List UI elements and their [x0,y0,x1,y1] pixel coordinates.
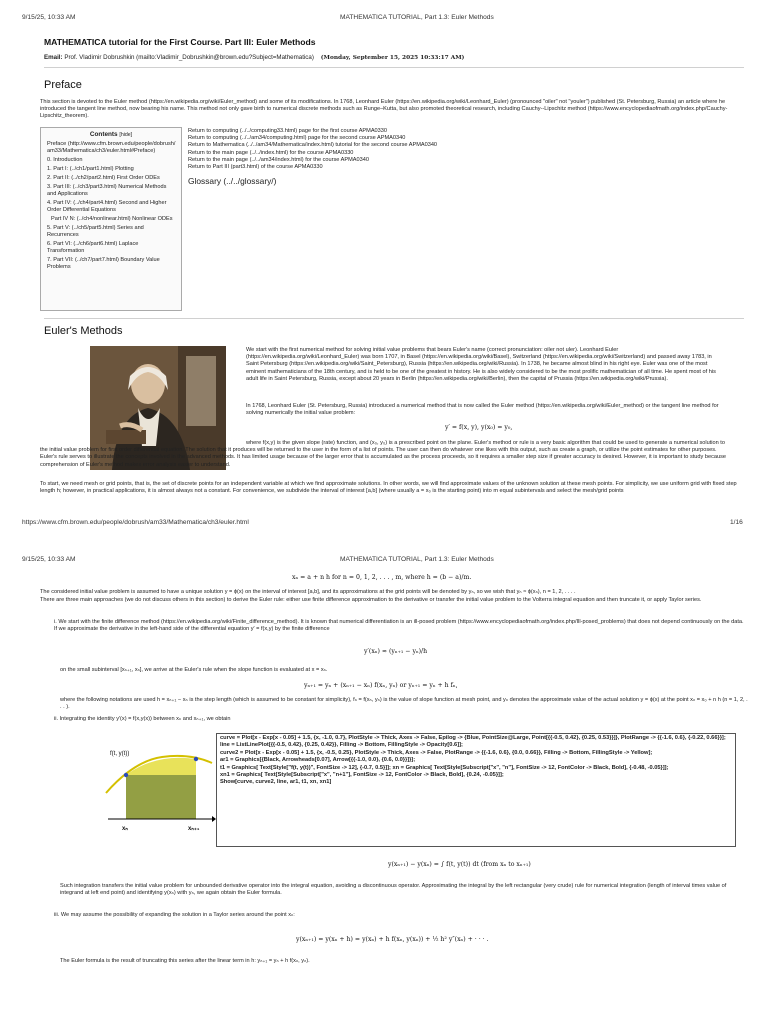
toc-item-part2[interactable]: 2. Part II: (../ch2/part2.html) First Order ODEs [47,175,160,181]
toc-item-part4n[interactable]: Part IV N: (../ch4/nonlinear.html) Nonlinear ODEs [51,216,173,222]
taylor-equation: y(xₙ₊₁) = y(xₙ + h) = y(xₙ) + h f(xₙ, y(xₙ)) + ½ h² y″(xₙ) + · · · . [296,936,489,943]
finite-difference-equation: y′(xₙ) ≈ (yₙ₊₁ − yₙ)/h [364,648,428,655]
toc-item-part4[interactable]: 4. Part IV: (../ch4/part4.html) Second and Higher Order Differential Equations [47,200,167,213]
ivp-equation: y′ = f(x, y), y(x₀) = y₀, [445,424,513,431]
mathematica-code-block [216,733,736,847]
divider [44,318,744,319]
euler-paragraph-4: To start, we need mesh or grid points, that is, the set of discrete points for an independent variable at which we find approximate solutions. In other words, we will find approximate values of the unknown solution at these mesh points. For simplicity, we use uniform grid with fixed step length h; however, in practical applications, it is almost always not a constant. For convenience, we subdivide the interval of interest [a,b] (where usually a = x₀ is the starting point) into m equal subintervals and select the mesh/grid points [40,481,737,495]
print-header-title: MATHEMATICA TUTORIAL, Part 1.3: Euler Methods [340,14,494,21]
item-taylor-b: The Euler formula is the result of truncating this series after the linear term in h: yₙ₊₁ = yₙ + h f(xₙ, yₙ). [60,958,310,964]
return-link-5[interactable]: Return to the main page (../../am34/index.html) for the course APMA0340 [188,156,369,163]
code-line: ar1 = Graphics[{Black, Arrowheads[0.07], Arrow[{{-1.0, 0.0}, {0.6, 0.0}}]}]; [220,757,416,764]
toc-list [41,141,181,271]
code-line: Show[curve, curve2, line, ar1, t1, xn, xn1] [220,779,332,786]
point-xn [124,773,128,777]
return-link-3[interactable]: Return to Mathematica (../../am34/Mathematica/index.html) tutorial for the second course APMA0340 [188,142,438,149]
preface-heading: Preface [44,79,82,91]
code-line: t1 = Graphics[ Text[Style["f(t, y(t))", FontSize -> 12], {-0.7, 0.5}]]; xn = Graphics[ Text[Style[Subscript["x", "n"], FontSize -> 12, FontColor -> Black, Bold], {-0.48, -0.05}]]; [220,764,669,771]
code-line: curve = Plot[x - Exp[x - 0.05] + 1.5, {x, -1.0, 0.7}, PlotStyle -> Thick, Axes -> False, Epilog -> {Blue, PointSize@Large, Point[{{-0.5, 0.42}, {0.25, 0.53}}]}, PlotRange -> {{-1.6, 0.6}, {-0.22, 0.66}}]; [220,735,726,741]
toc-item-preface[interactable]: Preface (http://www.cfm.brown.edu/people/dobrush/am33/Mathematica/ch3/euler.html#Preface) [47,141,176,154]
item-finite-difference-b: on the small subinterval [xₙ₊₁, xₙ], we arrive at the Euler's rule when the slope function is evaluated at x = xₙ. [60,667,328,673]
euler-paragraph-3: where f(x,y) is the given slope (rate) function, and (x₀, y₀) is a prescribed point on the plane. Euler's method or rule is a very basic algorithm that could be used to generate a numerical solution to the initial value problem for first order differential equation. The solution that it produces will be returned to the user in the form of a list of points. The user can then do whatever one likes with this output, such as create a graph, or utilize the point estimates for other purposes. Euler's rule serves to illustrate the concepts involved in the advanced methods. It has limited usage because of the larger error that is accumulated as the process proceeds, so it requires a smaller step size if greater accuracy is desired. However, it is important to study because comprehension of Euler's method makes error analysis easier to understand. [40,440,727,468]
integral-equation: y(xₙ₊₁) − y(xₙ) = ∫ f(t, y(t)) dt (from xₙ to xₙ₊₁) [388,861,531,868]
divider [44,67,744,68]
code-line: xn1 = Graphics[ Text[Style[Subscript["x", "n+1"], FontSize -> 12, FontColor -> Black, Bold], {0.24, -0.05}]]; [220,772,504,779]
return-link-2[interactable]: Return to computing (../../am34/computing.html) page for the second course APMA0340 [188,135,406,142]
item-taylor: iii. We may assume the possibility of expanding the solution in a Taylor series around the point xₙ: [54,912,295,918]
doc-title: MATHEMATICA tutorial for the First Course. Part III: Euler Methods [44,37,316,47]
euler-paragraph-2: In 1768, Leonhard Euler (St. Petersburg, Russia) introduced a numerical method that is now called the Euler method (https://en.wikipedia.org/wiki/Euler_method) or the tangent line method for solving numerically the initial value problem: [246,403,719,417]
email-label: Email: [44,54,63,61]
page-2 [0,535,768,1024]
toc-hide-link[interactable]: [hide] [119,132,133,138]
item-integration: ii. Integrating the identity y′(x) = f(x,y(x)) between xₙ and xₙ₊₁, we obtain [54,716,231,722]
plot-label-f: f(t, y(t)) [110,751,130,757]
toc-title: Contents [89,131,118,138]
code-line: curve2 = Plot[x - Exp[x - 0.05] + 1.5, {x, -0.5, 0.25}, PlotStyle -> Thick, Axes -> False, PlotRange -> {{-1.6, 0.6}, {0.0, 0.66}}, Filling -> Bottom, FillingStyle -> Yellow]; [220,749,653,756]
integration-plot [104,733,216,833]
table-of-contents [40,127,182,311]
print-header-title: MATHEMATICA TUTORIAL, Part 1.3: Euler Methods [340,556,494,563]
return-link-6[interactable]: Return to Part III (part3.html) of the course APMA0330 [188,164,323,171]
toc-item-part1[interactable]: 1. Part I: (../ch1/part1.html) Plotting [47,166,134,172]
print-header-date: 9/15/25, 10:33 AM [22,556,76,563]
rectangle-fill [126,775,196,819]
return-links [188,128,748,186]
mesh-equation: xₙ = a + n h for n = 0, 1, 2, . . . , m, where h = (b − a)/m. [292,574,472,581]
item-finite-difference: i. We start with the finite difference method (https://en.wikipedia.org/wiki/Finite_difference_method). It is known that numerical differentiation is an ill-posed problem (https://www.encyclopediaofmath.org/index.php/Ill-posed_problems) that does not depend continuously on the data. If we approximate the derivative in the left-hand side of the differential equation y′ = f(x,y) by the finite difference [54,619,744,633]
plot-label-xn1: xₙ₊₁ [188,826,200,832]
toc-item-part3[interactable]: 3. Part III: (../ch3/part3.html) Numerical Methods and Applications [47,184,167,197]
email-link[interactable]: Prof. Vladimir Dobrushkin (mailto:Vladimir_Dobrushkin@brown.edu?Subject=Mathematica) [64,54,314,61]
toc-item-part7[interactable]: 7. Part VII: (../ch7/part7.html) Boundary Value Problems [47,257,160,270]
paragraph-solution: The considered initial value problem is assumed to have a unique solution y = ϕ(x) on the interval of interest [a,b], and its approximations at the grid points will be denoted by yₙ, so we wish that yₙ ≈ ϕ(xₙ), n = 1, 2, . . . . [40,589,576,595]
toc-item-part5[interactable]: 5. Part V: (../ch5/part5.html) Series and Recurrences [47,225,144,238]
euler-rule-equation: yₙ₊₁ = yₙ + (xₙ₊₁ − xₙ) f(xₙ, yₙ) or yₙ₊₁ = yₙ + h fₙ, [304,682,458,689]
timestamp: (Monday, September 15, 2025 10:33:17 AM) [320,55,465,61]
code-line: line = ListLinePlot[{{-0.5, 0.42}, {0.25, 0.42}}, Filling -> Bottom, FillingStyle -> Opacity[0.6]]; [220,742,463,749]
item-notation: where the following notations are used h = xₙ₊₁ − xₙ is the step length (which is assumed to be constant for simplicity), fₙ = f(xₙ, yₙ) is the value of slope function at mesh point, and yₙ denotes the approximate value of the actual solution y = ϕ(x) at the point xₙ = x₀ + n h (n = 1, 2, . . . ). [60,697,748,711]
point-xn1 [194,757,198,761]
item-integration-b: Such integration transfers the initial value problem for unbounded derivative operator into the integral equation, avoiding a discontinuous operator. Approximating the integral by the left rectangular (very crude) rule for numerical integration (length of interval times value of integrand at left end point) and identifying y(xₙ) with yₙ, we again obtain the Euler formula. [60,883,727,897]
paragraph-approaches: There are three main approaches (we do not discuss others in this section) to derive the Euler rule: either use finite difference approximation to the derivative or transfer the initial value problem to the Volterra integral equation and then truncate it, or apply Taylor series. [40,597,702,603]
return-link-1[interactable]: Return to computing (../../computing33.html) page for the first course APMA0330 [188,128,387,134]
euler-paragraph-1: We start with the first numerical method for solving initial value problems that bears Euler's name (correct pronunciation: oiler not uler). Leonhard Euler (https://en.wikipedia.org/wiki/Leonhard_Euler) was born 1707, in Basel (https://en.wikipedia.org/wiki/Basel), Switzerland (https://en.wikipedia.org/wiki/Switzerland) and passed away 1783, in Saint Petersburg (https://en.wikipedia.org/wiki/Saint_Petersburg), Russia (https://en.wikipedia.org/wiki/Russia). In 1738, he became almost blind in his right eye. Euler was one of the most eminent mathematicians of the 18th century, and is held to be one of the greatest in history. He is also widely considered to be the most prolific mathematician of all time. He spent most of his adult life in Saint Petersburg, Russia, except about 20 years in Berlin (https://en.wikipedia.org/wiki/Berlin), then the capital of Prussia (https://en.wikipedia.org/wiki/Prussia). [246,347,716,382]
glossary-link[interactable]: Glossary (../../glossary/) [188,176,277,187]
plot-label-xn: xₙ [122,826,128,832]
return-link-4[interactable]: Return to the main page (../../index.html) for the course APMA0330 [188,149,354,156]
print-footer-page: 1/16 [730,519,743,526]
print-header-date: 9/15/25, 10:33 AM [22,14,76,21]
toc-item-part6[interactable]: 6. Part VI: (../ch6/part6.html) Laplace Transformation [47,241,139,254]
email-line [44,54,744,62]
preface-text: This section is devoted to the Euler method (https://en.wikipedia.org/wiki/Euler_method) and some of its modifications. In 1768, Leonhard Euler (https://en.wikipedia.org/wiki/Leonhard_Euler) (pronounced "oiler" not "youler") published (St. Petersburg, Russia) an article where he introduced the tangent line method, now bearing his name. This method not only gave birth to numerical discrete methods such as Runge–Kutta, but also promoted theoretical research, including Cauchy--Lipschitz method (https://www.encyclopediaofmath.org/index.php/Cauchy-Lipschitz_theorem). [40,99,728,120]
euler-heading: Euler's Methods [44,325,123,337]
print-footer-url: https://www.cfm.brown.edu/people/dobrush/am33/Mathematica/ch3/euler.html [22,519,249,526]
toc-item-intro[interactable]: 0. Introduction [47,157,83,163]
integration-plot-svg [104,733,216,833]
